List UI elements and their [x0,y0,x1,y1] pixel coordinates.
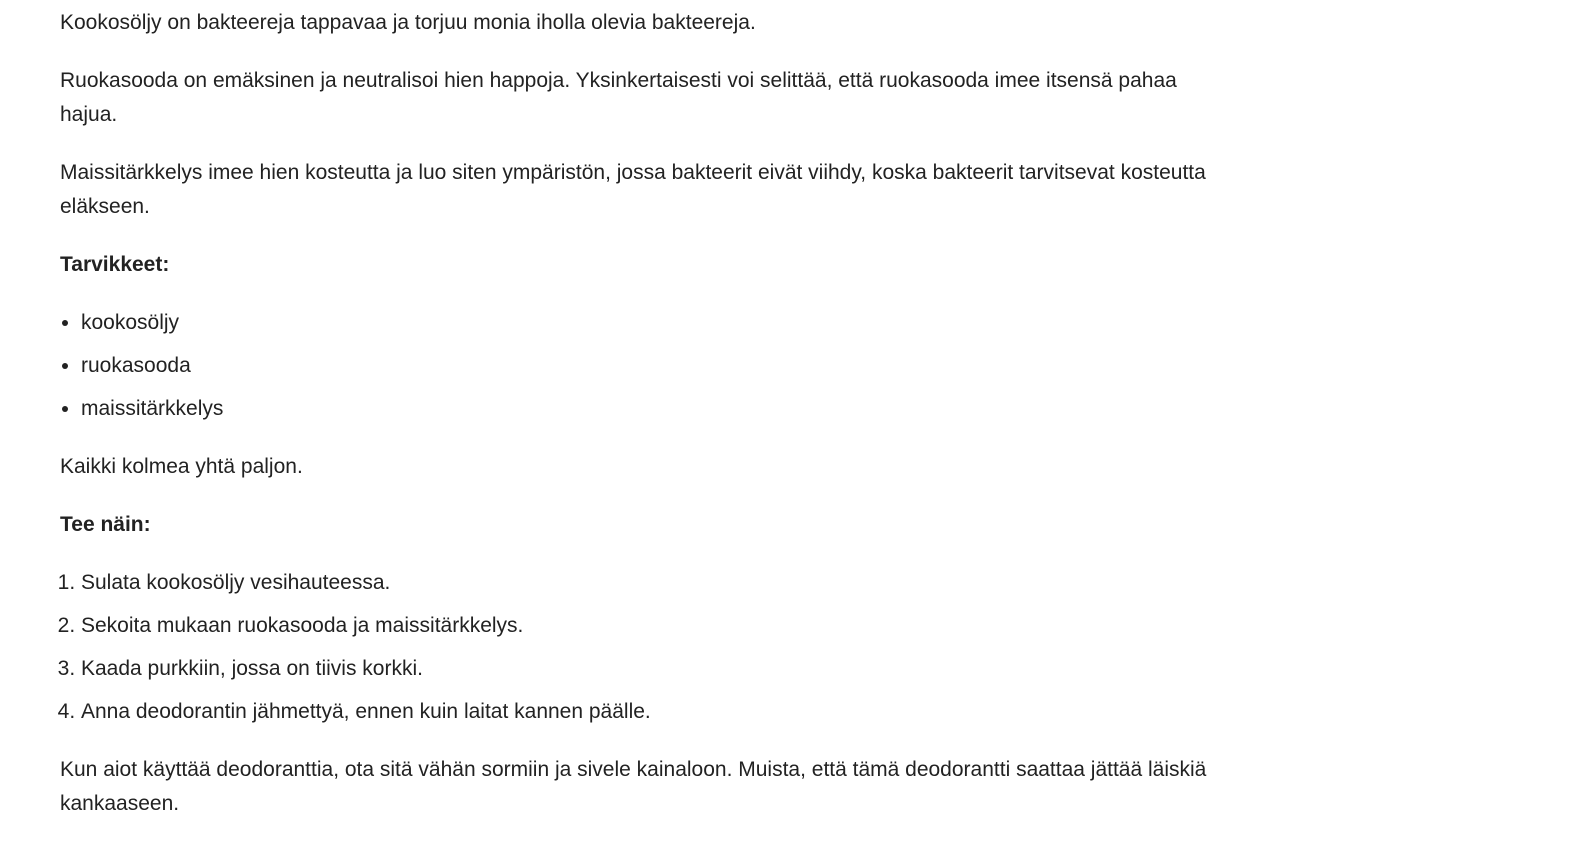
article-body [60,6,1220,845]
amount-note: Kaikki kolmea yhtä paljon. [60,455,303,478]
list-item: • ruokasooda [81,349,1220,383]
list-item: 1. Sulata kookosöljy vesihauteessa. [81,566,1220,600]
steps-heading: Tee näin: [60,513,151,536]
list-item: 3. Kaada purkkiin, jossa on tiivis korkki. [81,652,1220,686]
supplies-list [60,306,1220,426]
list-item: • maissitärkkelys [81,392,1220,426]
supplies-heading: Tarvikkeet: [60,253,170,276]
list-item: • kookosöljy [81,306,1220,340]
paragraph-baking-soda: Ruokasooda on emäksinen ja neutralisoi hien happoja. Yksinkertaisesti voi selittää, että ruokasooda imee itsensä pahaa hajua. [60,69,1177,126]
closing-paragraph: Kun aiot käyttää deodoranttia, ota sitä vähän sormiin ja sivele kainaloon. Muista, että tämä deodorantti saattaa jättää läiskiä kankaaseen. [60,758,1207,815]
list-item: 2. Sekoita mukaan ruokasooda ja maissitärkkelys. [81,609,1220,643]
paragraph-cornstarch: Maissitärkkelys imee hien kosteutta ja luo siten ympäristön, jossa bakteerit eivät viihdy, koska bakteerit tarvitsevat kosteutta eläkseen. [60,161,1206,218]
steps-list [60,566,1220,729]
paragraph-coconut-oil: Kookosöljy on bakteereja tappavaa ja torjuu monia iholla olevia bakteereja. [60,11,756,34]
list-item: 4. Anna deodorantin jähmettyä, ennen kuin laitat kannen päälle. [81,695,1220,729]
